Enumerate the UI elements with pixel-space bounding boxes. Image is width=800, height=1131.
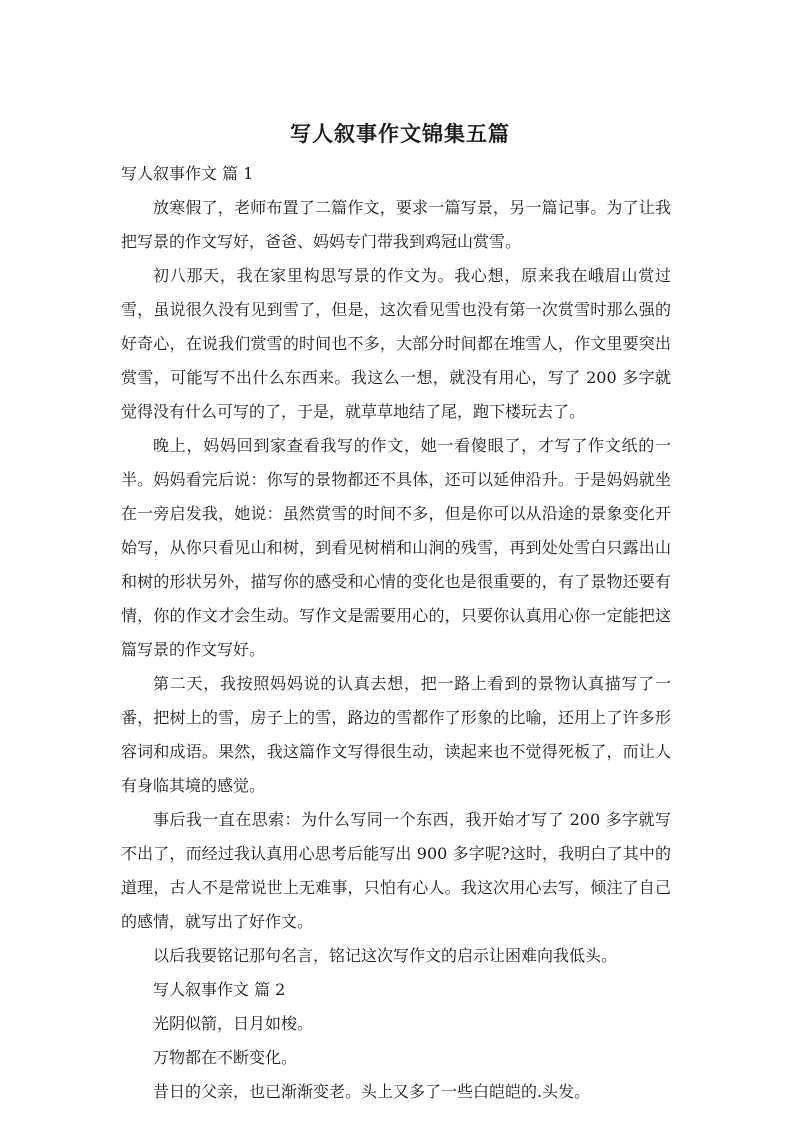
paragraph: 第二天，我按照妈妈说的认真去想，把一路上看到的景物认真描写了一番，把树上的雪，房子上的雪，路边的雪都作了形象的比喻，还用上了许多形容词和成语。果然，我这篇作文写得很生动，读起来也不觉得死板了，而让人有身临其境的感觉。 bbox=[121, 674, 671, 795]
paragraph: 晚上，妈妈回到家查看我写的作文，她一看傻眼了，才写了作文纸的一半。妈妈看完后说：你写的景物都还不具体，还可以延伸沿升。于是妈妈就坐在一旁启发我，她说：虽然赏雪的时间不多，但是你可以从沿途的景象变化开始写，从你只看见山和树，到看见树梢和山涧的残雪，再到处处雪白只露出山和树的形状另外，描写你的感受和心情的变化也是很重要的，有了景物还要有情，你的作文才会生动。写作文是需要用心的，只要你认真用心你一定能把这篇写景的作文写好。 bbox=[121, 436, 671, 659]
paragraph: 初八那天，我在家里构思写景的作文为。我心想，原来我在峨眉山赏过雪，虽说很久没有见到雪了，但是，这次看见雪也没有第一次赏雪时那么强的好奇心，在说我们赏雪的时间也不多，大部分时间都在堆雪人，作文里要突出赏雪，可能写不出什么东西来。我这么一想，就没有用心，写了 200 多字就觉得没有什么可写的了，于是，就草草地结了尾，跑下楼玩去了。 bbox=[121, 266, 671, 421]
paragraph: 光阴似箭，日月如梭。 bbox=[153, 1014, 314, 1033]
paragraph: 昔日的父亲，也已渐渐变老。头上又多了一些白皑皑的.头发。 bbox=[153, 1082, 591, 1101]
document-body bbox=[121, 157, 671, 1109]
section-heading-1: 写人叙事作文 篇 1 bbox=[121, 164, 254, 183]
paragraph: 以后我要铭记那句名言，铭记这次写作文的启示让困难向我低头。 bbox=[153, 946, 618, 965]
document-title: 写人叙事作文锦集五篇 bbox=[290, 122, 510, 146]
paragraph: 事后我一直在思索：为什么写同一个东西，我开始才写了 200 多字就写不出了，而经过我认真用心思考后能写出 900 多字呢?这时，我明白了其中的道理，古人不是常说世上无难事，只怕有心人。我这次用心去写，倾注了自己的感情，就写出了好作文。 bbox=[121, 810, 671, 931]
paragraph: 放寒假了，老师布置了二篇作文，要求一篇写景，另一篇记事。为了让我把写景的作文写好，爸爸、妈妈专门带我到鸡冠山赏雪。 bbox=[121, 198, 671, 251]
section-heading-2: 写人叙事作文 篇 2 bbox=[153, 980, 286, 999]
paragraph: 万物都在不断变化。 bbox=[153, 1048, 298, 1067]
